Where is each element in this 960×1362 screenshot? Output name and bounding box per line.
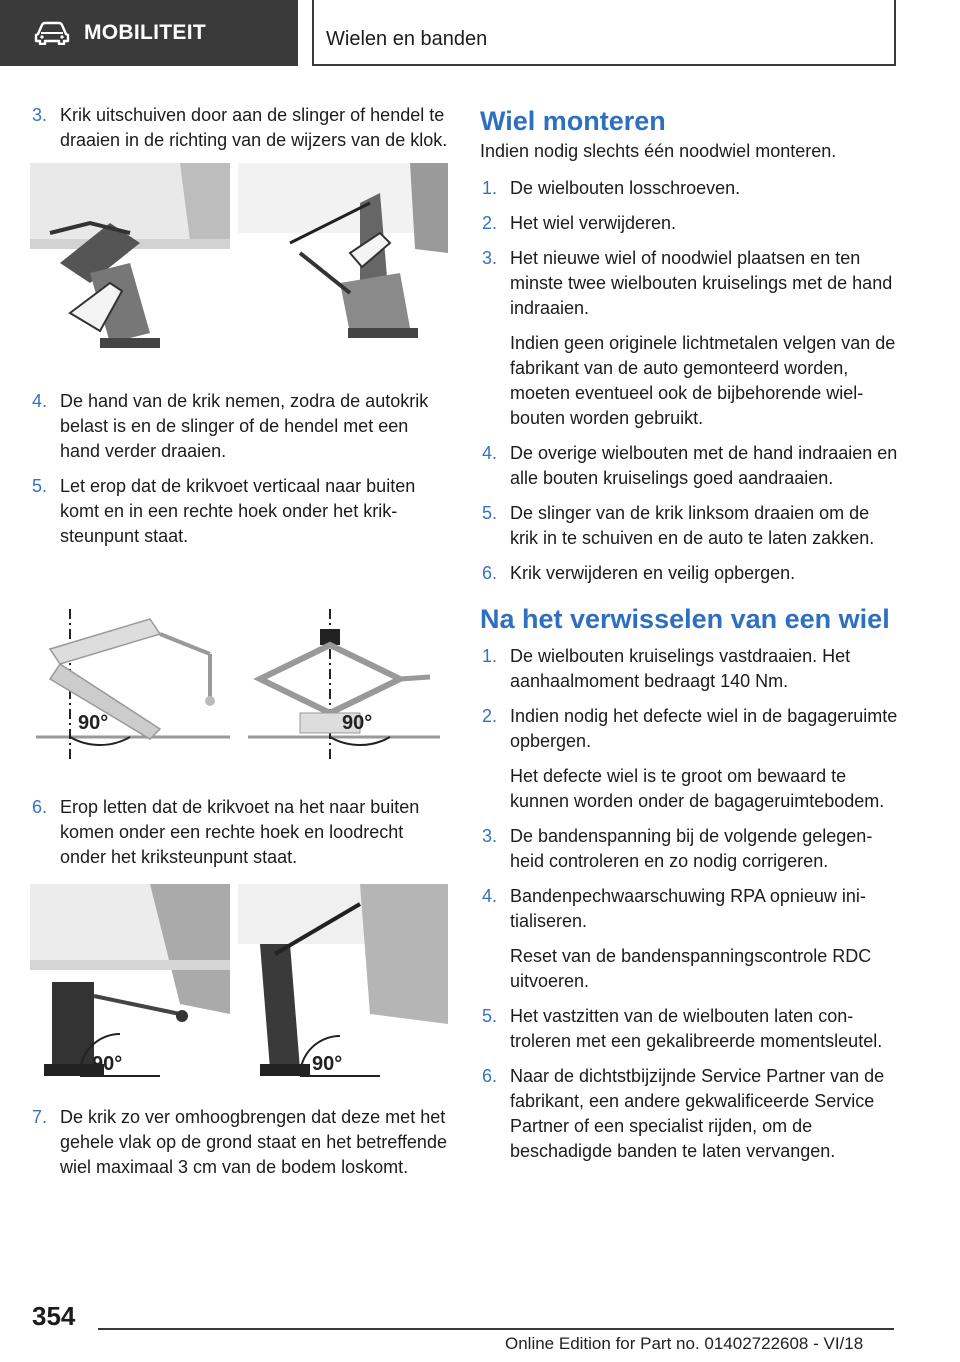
step-text: De slinger van de krik linksom draaien om de krik in te schuiven en de auto te laten zakken. <box>510 503 875 548</box>
section-intro: Indien nodig slechts één noodwiel monteren. <box>480 141 837 161</box>
step-5 <box>30 474 448 549</box>
jack-90-degree-diagram <box>30 589 448 779</box>
step-text: Krik verwijderen en veilig opbergen. <box>510 563 796 583</box>
step-3 <box>30 103 448 153</box>
step-number: 6. <box>32 797 48 817</box>
step-number: 6. <box>482 1066 498 1086</box>
step-number: 5. <box>32 476 48 496</box>
step-7 <box>30 1105 448 1180</box>
section-heading-wiel-monteren: Wiel monteren <box>480 106 666 136</box>
step-text: De bandenspanning bij de volgende gelegenheid controleren en zo nodig corrigeren. <box>510 826 873 871</box>
section-heading-na-verwisselen: Na het verwisselen van een wiel <box>480 604 890 634</box>
step-text: De wielbouten losschroeven. <box>510 178 741 198</box>
step-number: 4. <box>482 443 498 463</box>
step-text: Het wiel verwijderen. <box>510 213 677 233</box>
page-number: 354 <box>32 1301 76 1331</box>
after-step-6 <box>480 1064 898 1164</box>
after-step-1 <box>480 644 898 694</box>
section-label: MOBILITEIT <box>84 21 206 44</box>
step-text: Let erop dat de krikvoet verticaal naar buiten komt en in een rechte hoek onder het kriksteunpunt staat. <box>60 476 416 546</box>
angle-label: 90° <box>92 1053 123 1075</box>
step-text: De wielbouten kruiselings vastdraaien. Het aanhaalmoment bedraagt 140 Nm. <box>510 646 851 691</box>
jack-positioned-illustration <box>30 884 448 1089</box>
footer-rule <box>98 1328 894 1330</box>
step-note: Reset van de bandenspanningscontrole RDC uitvoeren. <box>510 946 872 991</box>
mount-step-6 <box>480 561 898 586</box>
angle-label: 90° <box>342 712 373 734</box>
right-column <box>480 103 898 1174</box>
step-number: 3. <box>482 248 498 268</box>
step-number: 5. <box>482 503 498 523</box>
after-step-3 <box>480 824 898 874</box>
left-column <box>30 103 448 1190</box>
jack-crank-illustration <box>30 163 448 373</box>
step-number: 3. <box>482 826 498 846</box>
after-step-5 <box>480 1004 898 1054</box>
step-text: De hand van de krik nemen, zodra de autokrik belast is en de slinger of de hendel met een hand verder draaien. <box>60 391 429 461</box>
step-text: Krik uitschuiven door aan de slinger of hendel te draaien in de richting van de wijzers van de klok. <box>60 105 448 150</box>
step-note: Indien geen originele lichtmetalen velgen van de fabrikant van de auto gemonteerd worden, moeten eventueel ook de bijbehorende wielbouten worden gebruikt. <box>510 333 896 428</box>
step-number: 1. <box>482 178 498 198</box>
chapter-tab <box>312 0 896 66</box>
step-text: Het nieuwe wiel of noodwiel plaatsen en ten minste twee wielbouten kruiselings met de hand indraaien. <box>510 248 893 318</box>
step-number: 7. <box>32 1107 48 1127</box>
angle-label: 90° <box>312 1053 343 1075</box>
step-number: 3. <box>32 105 48 125</box>
step-note: Het defecte wiel is te groot om bewaard te kunnen worden onder de bagageruimtebodem. <box>510 766 885 811</box>
section-tab <box>0 0 298 66</box>
step-number: 2. <box>482 213 498 233</box>
step-6 <box>30 795 448 870</box>
step-number: 5. <box>482 1006 498 1026</box>
step-text: Naar de dichtstbijzijnde Service Partner van de fabrikant, een andere gekwalificeerde Service Partner of een specialist rijden, om de beschadigde banden te laten vervangen. <box>510 1066 885 1161</box>
edition-text: Online Edition for Part no. 01402722608 - VI/18 <box>505 1334 864 1353</box>
mount-step-2 <box>480 211 898 236</box>
step-text: Het vastzitten van de wielbouten laten controleren met een gekalibreerde momentsleutel. <box>510 1006 883 1051</box>
mount-step-5 <box>480 501 898 551</box>
step-number: 4. <box>32 391 48 411</box>
mount-step-4 <box>480 441 898 491</box>
mount-step-1 <box>480 176 898 201</box>
car-icon <box>34 21 70 45</box>
after-step-4 <box>480 884 898 934</box>
step-text: Erop letten dat de krikvoet na het naar buiten komen onder een rechte hoek en loodrecht onder het kriksteunpunt staat. <box>60 797 420 867</box>
step-number: 1. <box>482 646 498 666</box>
angle-label: 90° <box>78 712 109 734</box>
step-text: De overige wielbouten met de hand indraaien en alle bouten kruiselings goed aandraaien. <box>510 443 898 488</box>
step-number: 6. <box>482 563 498 583</box>
step-number: 4. <box>482 886 498 906</box>
step-text: Indien nodig het defecte wiel in de bagageruimte opbergen. <box>510 706 898 751</box>
step-number: 2. <box>482 706 498 726</box>
after-step-2 <box>480 704 898 754</box>
chapter-title: Wielen en banden <box>326 28 488 50</box>
mount-step-3 <box>480 246 898 321</box>
step-text: Bandenpechwaarschuwing RPA opnieuw initialiseren. <box>510 886 866 931</box>
step-text: De krik zo ver omhoogbrengen dat deze met het gehele vlak op de grond staat en het betreffende wiel maximaal 3 cm van de bodem loskomt. <box>60 1107 447 1177</box>
step-4 <box>30 389 448 464</box>
